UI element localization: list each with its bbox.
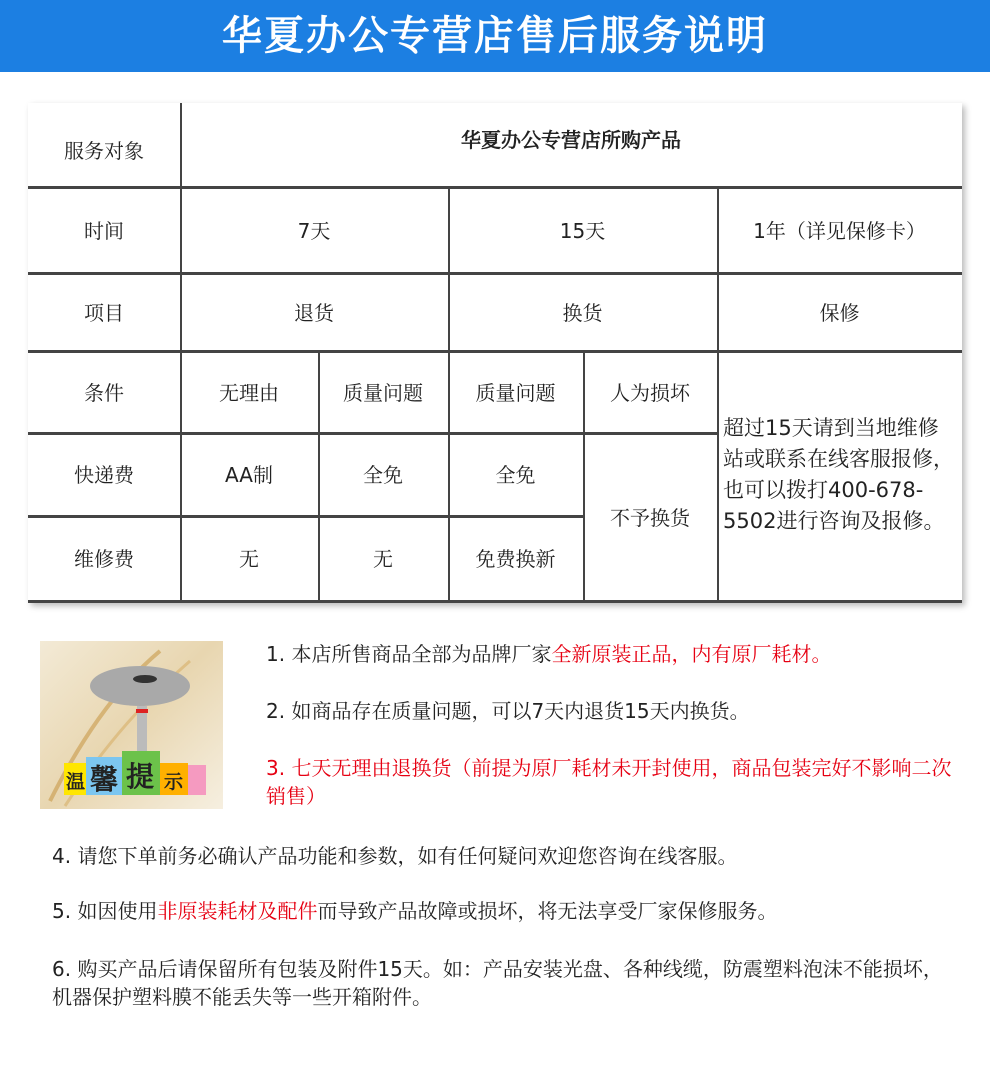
label-condition: 条件 [84, 380, 124, 405]
label-time: 时间 [84, 218, 124, 243]
no-exchange: 不予换货 [610, 505, 690, 530]
label-shipping: 快递费 [74, 463, 134, 487]
note-5-text-b: 而导致产品故障或损坏，将无法享受厂家保修服务。 [317, 899, 778, 923]
note-5-highlight: 非原装耗材及配件 [157, 899, 318, 923]
cond-quality-exchange: 质量问题 [475, 380, 556, 405]
svg-text:提: 提 [126, 760, 155, 793]
note-6: 6. 购买产品后请保留所有包装及附件15天。如：产品安装光盘、各种线缆，防震塑料泡沫不能损坏，机器保护塑料膜不能丢失等一些开箱附件。 [52, 957, 943, 1009]
label-repair-fee: 维修费 [74, 547, 134, 571]
shipping-free-1: 全免 [363, 463, 403, 487]
svg-text:示: 示 [164, 771, 184, 793]
time-1year: 1年（详见保修卡） [753, 218, 926, 243]
time-7days: 7天 [297, 218, 331, 243]
svg-text:馨: 馨 [90, 763, 119, 796]
warm-tip-image [40, 641, 223, 809]
cond-human-damage: 人为损坏 [610, 380, 690, 405]
shipping-free-2: 全免 [495, 463, 536, 487]
note-4: 4. 请您下单前务必确认产品功能和参数，如有任何疑问欢迎您咨询在线客服。 [52, 844, 738, 868]
repair-none-2: 无 [373, 547, 393, 571]
warranty-note: 超过15天请到当地维修站或联系在线客服报修，也可以拨打400-678-5502进行咨询及报修。 [723, 416, 954, 533]
repair-none-1: 无 [239, 547, 259, 571]
repair-free-replace: 免费换新 [475, 547, 556, 571]
item-exchange: 换货 [562, 300, 603, 325]
note-1 [266, 640, 831, 668]
item-return: 退货 [294, 300, 334, 325]
item-warranty: 保修 [819, 300, 860, 325]
note-5-text-a: 5. 如因使用 [52, 899, 158, 923]
note-1-highlight: 全新原装正品，内有原厂耗材。 [551, 642, 832, 666]
cond-no-reason: 无理由 [219, 380, 279, 405]
cond-quality-return: 质量问题 [343, 380, 423, 405]
mascot-illustration [40, 641, 223, 809]
note-3: 3. 七天无理由退换货（前提为原厂耗材未开封使用，商品包装完好不影响二次销售） [266, 756, 952, 808]
shipping-aa: AA制 [225, 463, 273, 487]
service-target-value: 华夏办公专营店所购产品 [461, 127, 681, 152]
label-item: 项目 [84, 300, 124, 325]
note-1-text: 1. 本店所售商品全部为品牌厂家 [266, 642, 552, 666]
page-banner: 华夏办公专营店售后服务说明 [0, 0, 990, 72]
label-service-target: 服务对象 [64, 138, 144, 163]
time-15days: 15天 [559, 218, 606, 243]
service-table [28, 103, 962, 603]
note-5 [52, 897, 777, 925]
note-2: 2. 如商品存在质量问题，可以7天内退货15天内换货。 [266, 699, 750, 723]
svg-text:温: 温 [66, 771, 86, 793]
